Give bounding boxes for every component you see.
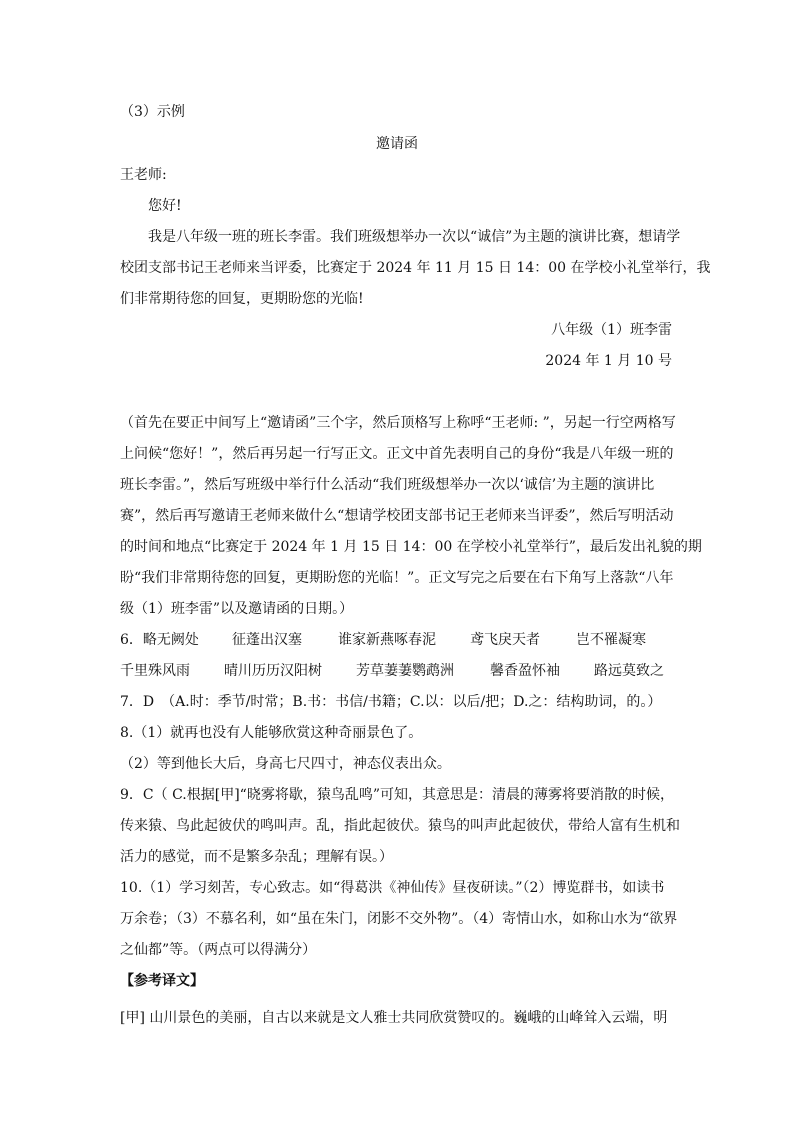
reference-heading: 【参考译文】: [120, 973, 204, 989]
letter-salutation: 王老师:: [120, 167, 167, 183]
q10-answer-line: 万余卷；（3）不慕名利，如“虽在朱门，闭影不交外物”。（4）寄情山水，如称山水为“欲界: [120, 911, 678, 927]
q6-item: 谁家新燕啄春泥: [338, 632, 436, 648]
letter-signature: 八年级（1）班李雷: [551, 322, 672, 338]
explanation-line: 级（1）班李雷”以及邀请函的日期。）: [120, 601, 354, 617]
q8-answer-line: （2）等到他长大后，身高七尺四寸，神态仪表出众。: [120, 756, 451, 772]
q6-item: 芳草萋萋鹦鹉洲: [356, 663, 454, 679]
q10-answer-line: 10.（1）学习刻苦，专心致志。如“得葛洪《神仙传》昼夜研读。”（2）博览群书，如读书: [120, 880, 665, 896]
q10-answer-line: 之仙都”等。（两点可以得满分）: [120, 942, 317, 958]
q6-item: 馨香盈怀袖: [490, 663, 560, 679]
explanation-line: 班长李雷。”，然后写班级中举行什么活动“我们班级想举办一次以‘诚信’为主题的演讲比: [120, 477, 655, 493]
q9-answer-line: 9．C（ C.根据[甲]“晓雾将歇，猿鸟乱鸣”可知，其意思是：清晨的薄雾将要消散的时候，: [120, 787, 674, 803]
q8-answer-line: 8.（1）就再也没有人能够欣赏这种奇丽景色了。: [120, 725, 423, 741]
explanation-line: 盼“我们非常期待您的回复，更期盼您的光临！”。正文写完之后要在右下角写上落款“八年: [120, 570, 674, 586]
letter-body-line: 校团支部书记王老师来当评委，比赛定于 2024 年 11 月 15 日 14：00 在学校小礼堂举行，我: [120, 260, 711, 276]
q6-item: 路远莫致之: [594, 663, 664, 679]
q6-item: 岂不罹凝寒: [576, 632, 646, 648]
explanation-line: （首先在要正中间写上“邀请函”三个字，然后顶格写上称呼“王老师: ”，另起一行空两格写: [120, 415, 676, 431]
explanation-line: 上问候“您好！”，然后再另起一行写正文。正文中首先表明自己的身份“我是八年级一班的: [120, 446, 674, 462]
letter-body-line: 我是八年级一班的班长李雷。我们班级想举办一次以“诚信”为主题的演讲比赛，想请学: [148, 229, 681, 245]
q6-item: 晴川历历汉阳树: [224, 663, 322, 679]
explanation-line: 赛”，然后再写邀请王老师来做什么“想请学校团支部书记王老师来当评委”，然后写明活动: [120, 508, 674, 524]
translation-line: [甲] 山川景色的美丽，自古以来就是文人雅士共同欣赏赞叹的。巍峨的山峰耸入云端，明: [120, 1010, 668, 1026]
letter-greeting: 您好!: [148, 198, 182, 214]
explanation-line: 的时间和地点“比赛定于 2024 年 1 月 15 日 14：00 在学校小礼堂举行”，最后发出礼貌的期: [120, 539, 702, 555]
q9-answer-line: 传来猿、鸟此起彼伏的鸣叫声。乱，指此起彼伏。猿鸟的叫声此起彼伏，带给人富有生机和: [120, 818, 680, 834]
q6-item: 征蓬出汉塞: [232, 632, 302, 648]
q7-answer: 7．D （A.时：季节/时常；B.书：书信/书籍；C.以：以后/把；D.之：结构助词，的。）: [120, 694, 662, 710]
q9-answer-line: 活力的感觉，而不是繁多杂乱；理解有误。）: [120, 849, 393, 865]
section-label: （3）示例: [120, 104, 185, 120]
q6-item: 鸢飞戾天者: [470, 632, 540, 648]
q6-item: 千里殊风雨: [120, 663, 190, 679]
q6-item: 6．略无阙处: [120, 632, 199, 648]
letter-date: 2024 年 1 月 10 号: [545, 353, 672, 369]
letter-title: 邀请函: [376, 136, 418, 152]
letter-body-line: 们非常期待您的回复，更期盼您的光临!: [120, 291, 364, 307]
